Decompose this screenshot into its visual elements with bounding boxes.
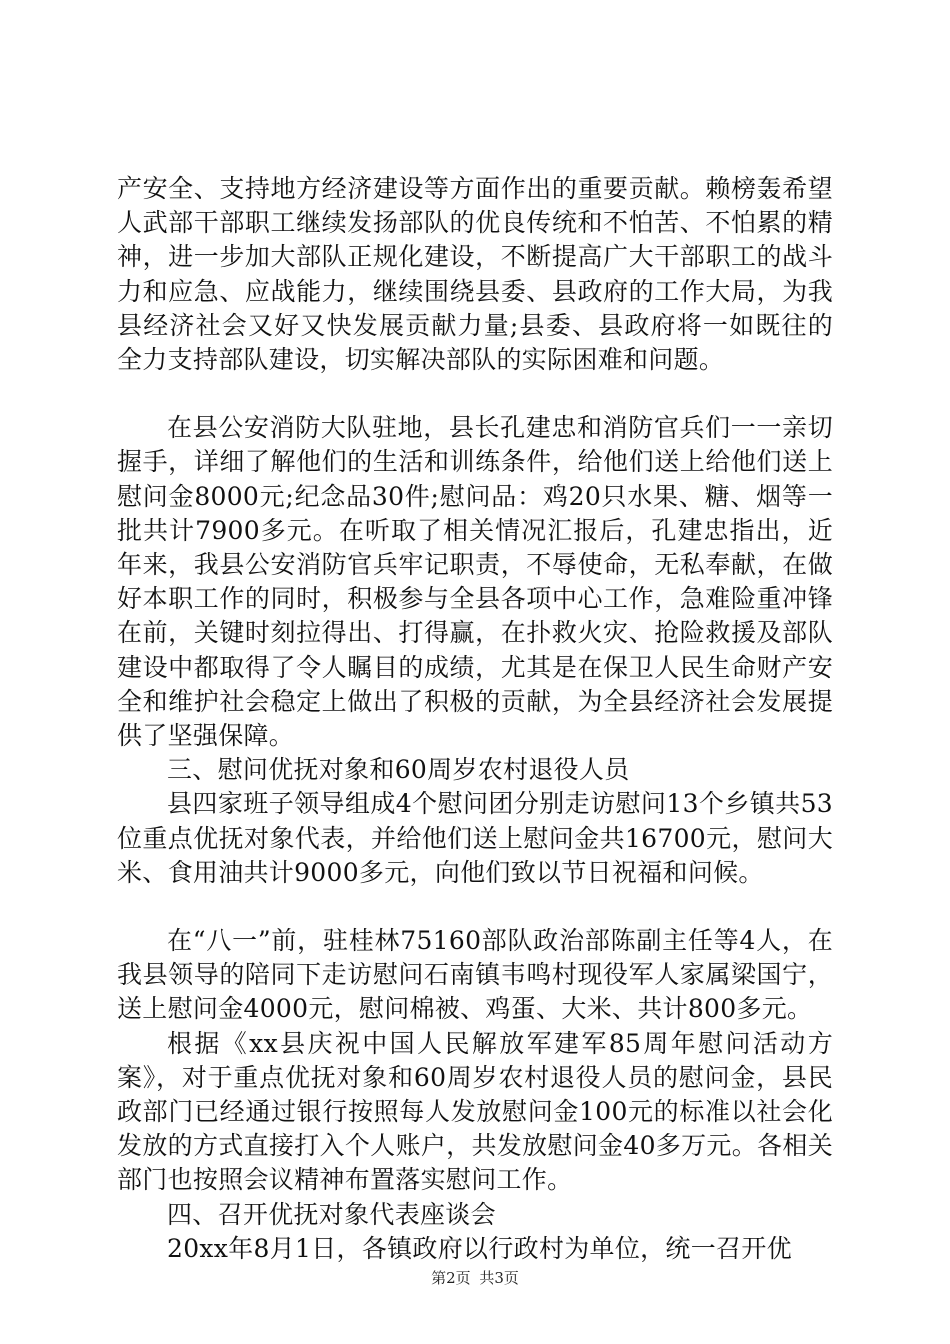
- paragraph-gap: [117, 890, 833, 924]
- section-heading-4: 四、召开优抚对象代表座谈会: [167, 1199, 496, 1229]
- section-heading-3: 三、慰问优抚对象和60周岁农村退役人员: [167, 755, 630, 785]
- page-total: 共3页: [479, 1269, 519, 1287]
- paragraph-6: 20xx年8月1日，各镇政府以行政村为单位，统一召开优: [167, 1233, 792, 1263]
- paragraph-gap: [117, 377, 833, 411]
- paragraph-2: 在县公安消防大队驻地，县长孔建忠和消防官兵们一一亲切握手，详细了解他们的生活和训练条件，给他们送上给他们送上慰问金8000元;纪念品30件;慰问品：鸡20只水果、糖、烟等一批共计7900多元。在听取了相关情况汇报后，孔建忠指出，近年来，我县公安消防官兵牢记职责，不辱使命，无私奉献，在做好本职工作的同时，积极参与全县各项中心工作，急难险重冲锋在前，关键时刻拉得出、打得赢，在扑救火灾、抢险救援及部队建设中都取得了令人瞩目的成绩，尤其是在保卫人民生命财产安全和维护社会稳定上做出了积极的贡献，为全县经济社会发展提供了坚强保障。: [117, 413, 833, 751]
- paragraph-5: 根据《xx县庆祝中国人民解放军建军85周年慰问活动方案》，对于重点优抚对象和60周岁农村退役人员的慰问金，县民政部门已经通过银行按照每人发放慰问金100元的标准以社会化发放的方式直接打入个人账户，共发放慰问金40多万元。各相关部门也按照会议精神布置落实慰问工作。: [117, 1028, 833, 1195]
- paragraph-3: 县四家班子领导组成4个慰问团分别走访慰问13个乡镇共53位重点优抚对象代表，并给他们送上慰问金共16700元，慰问大米、食用油共计9000多元，向他们致以节日祝福和问候。: [117, 789, 833, 887]
- document-body: [117, 172, 833, 1266]
- paragraph-1: 产安全、支持地方经济建设等方面作出的重要贡献。赖榜轰希望人武部干部职工继续发扬部队的优良传统和不怕苦、不怕累的精神，进一步加大部队正规化建设，不断提高广大干部职工的战斗力和应急、应战能力，继续围绕县委、县政府的工作大局，为我县经济社会又好又快发展贡献力量;县委、县政府将一如既往的全力支持部队建设，切实解决部队的实际困难和问题。: [117, 174, 833, 375]
- page-footer: [0, 1268, 950, 1288]
- page-number: 第2页: [431, 1269, 471, 1287]
- paragraph-4: 在“八一”前，驻桂林75160部队政治部陈副主任等4人，在我县领导的陪同下走访慰问石南镇韦鸣村现役军人家属梁国宁，送上慰问金4000元，慰问棉被、鸡蛋、大米、共计800多元。: [117, 926, 833, 1024]
